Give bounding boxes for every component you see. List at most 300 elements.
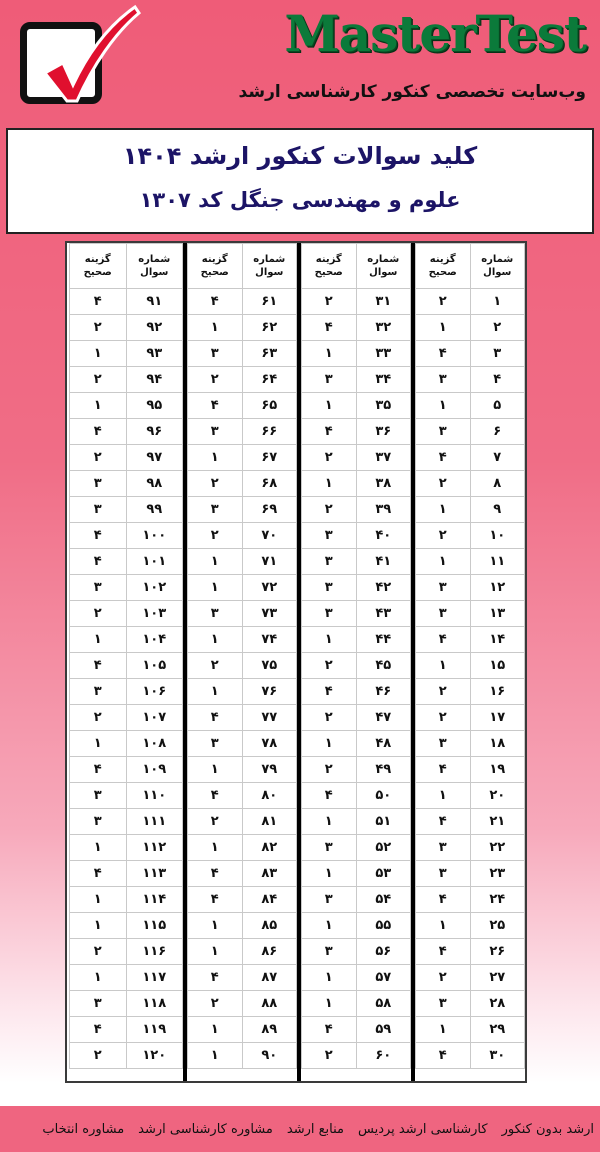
question-number: ۵۲ [356, 835, 411, 861]
question-number: ۱ [470, 289, 525, 315]
table-row [70, 679, 183, 705]
table-row [416, 991, 525, 1017]
table-row [416, 965, 525, 991]
correct-option: ۳ [302, 939, 357, 965]
question-number: ۹۳ [126, 341, 183, 367]
table-row [188, 367, 297, 393]
correct-option: ۱ [70, 731, 127, 757]
correct-option: ۱ [188, 627, 243, 653]
question-number: ۱۸ [470, 731, 525, 757]
table-row [70, 393, 183, 419]
table-row [416, 341, 525, 367]
question-number: ۲۱ [470, 809, 525, 835]
question-number: ۴ [470, 367, 525, 393]
question-number: ۵۴ [356, 887, 411, 913]
correct-option: ۱ [302, 731, 357, 757]
correct-option: ۱ [188, 575, 243, 601]
footer-link-3[interactable]: منابع ارشد [286, 1121, 344, 1137]
correct-option: ۲ [302, 705, 357, 731]
correct-option: ۱ [188, 549, 243, 575]
column-header-answer: گزینه صحیح [70, 244, 127, 289]
correct-option: ۴ [416, 809, 471, 835]
correct-option: ۳ [416, 861, 471, 887]
question-number: ۱۱۴ [126, 887, 183, 913]
site-header [0, 0, 600, 126]
correct-option: ۲ [188, 523, 243, 549]
correct-option: ۲ [70, 705, 127, 731]
question-number: ۲۸ [470, 991, 525, 1017]
table-row [416, 731, 525, 757]
table-row [188, 705, 297, 731]
question-number: ۷ [470, 445, 525, 471]
correct-option: ۴ [302, 1017, 357, 1043]
table-row [416, 705, 525, 731]
correct-option: ۲ [70, 939, 127, 965]
answer-block-table [69, 243, 183, 1069]
correct-option: ۲ [70, 367, 127, 393]
question-number: ۲ [470, 315, 525, 341]
table-row [302, 653, 411, 679]
correct-option: ۱ [302, 471, 357, 497]
table-row [416, 445, 525, 471]
site-tagline: وب‌سایت تخصصی کنکور کارشناسی ارشد [238, 82, 586, 102]
question-number: ۸۹ [242, 1017, 297, 1043]
question-number: ۱۶ [470, 679, 525, 705]
correct-option: ۲ [70, 445, 127, 471]
correct-option: ۳ [70, 497, 127, 523]
correct-option: ۲ [188, 367, 243, 393]
question-number: ۹۸ [126, 471, 183, 497]
correct-option: ۱ [416, 653, 471, 679]
question-number: ۶۷ [242, 445, 297, 471]
question-number: ۵۱ [356, 809, 411, 835]
table-row [416, 523, 525, 549]
question-number: ۴۳ [356, 601, 411, 627]
table-row [70, 471, 183, 497]
question-number: ۱۰۰ [126, 523, 183, 549]
correct-option: ۳ [416, 601, 471, 627]
table-row [188, 757, 297, 783]
table-row [302, 1017, 411, 1043]
question-number: ۸۸ [242, 991, 297, 1017]
question-number: ۱۷ [470, 705, 525, 731]
correct-option: ۱ [188, 1043, 243, 1069]
table-row [416, 809, 525, 835]
question-number: ۱۰۱ [126, 549, 183, 575]
correct-option: ۲ [188, 653, 243, 679]
question-number: ۱۰۳ [126, 601, 183, 627]
correct-option: ۱ [302, 393, 357, 419]
question-number: ۵۰ [356, 783, 411, 809]
question-number: ۳۲ [356, 315, 411, 341]
question-number: ۱۴ [470, 627, 525, 653]
table-row [302, 1043, 411, 1069]
correct-option: ۲ [302, 653, 357, 679]
table-row [70, 757, 183, 783]
correct-option: ۱ [302, 913, 357, 939]
correct-option: ۱ [302, 341, 357, 367]
table-row [188, 731, 297, 757]
question-number: ۶ [470, 419, 525, 445]
table-row [70, 1043, 183, 1069]
correct-option: ۱ [302, 991, 357, 1017]
correct-option: ۴ [188, 861, 243, 887]
table-row [416, 289, 525, 315]
correct-option: ۳ [188, 601, 243, 627]
correct-option: ۳ [416, 991, 471, 1017]
correct-option: ۴ [416, 1043, 471, 1069]
correct-option: ۱ [416, 393, 471, 419]
question-number: ۱۹ [470, 757, 525, 783]
question-number: ۱۲۰ [126, 1043, 183, 1069]
page-title: کلید سوالات کنکور ارشد ۱۴۰۴ [122, 142, 478, 170]
table-row [188, 991, 297, 1017]
table-row [416, 913, 525, 939]
question-number: ۸ [470, 471, 525, 497]
question-number: ۲۳ [470, 861, 525, 887]
brand-name[interactable]: MasterTest [284, 4, 586, 63]
question-number: ۱۱۰ [126, 783, 183, 809]
table-row [188, 575, 297, 601]
correct-option: ۱ [302, 861, 357, 887]
table-row [188, 861, 297, 887]
table-row [302, 445, 411, 471]
correct-option: ۳ [70, 809, 127, 835]
correct-option: ۳ [188, 731, 243, 757]
question-number: ۳۴ [356, 367, 411, 393]
correct-option: ۳ [416, 419, 471, 445]
correct-option: ۱ [70, 913, 127, 939]
checkmark-logo-icon[interactable] [20, 22, 102, 104]
question-number: ۹۶ [126, 419, 183, 445]
question-number: ۸۵ [242, 913, 297, 939]
question-number: ۸۴ [242, 887, 297, 913]
correct-option: ۱ [70, 965, 127, 991]
correct-option: ۳ [302, 887, 357, 913]
table-row [302, 393, 411, 419]
question-number: ۴۶ [356, 679, 411, 705]
correct-option: ۴ [188, 393, 243, 419]
correct-option: ۲ [302, 289, 357, 315]
question-number: ۷۱ [242, 549, 297, 575]
table-row [416, 419, 525, 445]
table-row [70, 991, 183, 1017]
question-number: ۱۱۸ [126, 991, 183, 1017]
correct-option: ۳ [70, 991, 127, 1017]
question-number: ۳۳ [356, 341, 411, 367]
correct-option: ۴ [416, 757, 471, 783]
correct-option: ۴ [70, 653, 127, 679]
footer-link-2[interactable]: کارشناسی ارشد پردیس [358, 1121, 488, 1137]
table-row [302, 913, 411, 939]
correct-option: ۳ [70, 575, 127, 601]
correct-option: ۴ [70, 861, 127, 887]
correct-option: ۴ [70, 289, 127, 315]
question-number: ۱۰۲ [126, 575, 183, 601]
table-row [70, 315, 183, 341]
table-row [416, 679, 525, 705]
column-header-question: شماره سوال [126, 244, 183, 289]
question-number: ۶۸ [242, 471, 297, 497]
correct-option: ۴ [416, 341, 471, 367]
column-header-question: شماره سوال [356, 244, 411, 289]
table-row [188, 523, 297, 549]
title-panel [6, 128, 594, 234]
question-number: ۲۹ [470, 1017, 525, 1043]
correct-option: ۴ [188, 965, 243, 991]
correct-option: ۴ [416, 939, 471, 965]
table-row [70, 601, 183, 627]
correct-option: ۴ [302, 419, 357, 445]
table-row [70, 913, 183, 939]
question-number: ۵۹ [356, 1017, 411, 1043]
table-row [416, 627, 525, 653]
table-row [70, 965, 183, 991]
correct-option: ۱ [188, 315, 243, 341]
table-row [302, 523, 411, 549]
table-row [302, 991, 411, 1017]
question-number: ۲۲ [470, 835, 525, 861]
correct-option: ۱ [188, 445, 243, 471]
question-number: ۱۰۵ [126, 653, 183, 679]
question-number: ۷۰ [242, 523, 297, 549]
question-number: ۷۴ [242, 627, 297, 653]
question-number: ۴۱ [356, 549, 411, 575]
question-number: ۶۱ [242, 289, 297, 315]
table-row [302, 419, 411, 445]
question-number: ۹۲ [126, 315, 183, 341]
table-row [302, 549, 411, 575]
table-row [416, 653, 525, 679]
table-row [302, 315, 411, 341]
question-number: ۴۴ [356, 627, 411, 653]
table-row [416, 471, 525, 497]
table-row [302, 965, 411, 991]
question-number: ۷۷ [242, 705, 297, 731]
question-number: ۹ [470, 497, 525, 523]
question-number: ۱۰۸ [126, 731, 183, 757]
table-row [416, 887, 525, 913]
table-row [416, 393, 525, 419]
table-row [302, 601, 411, 627]
table-row [70, 445, 183, 471]
question-number: ۴۲ [356, 575, 411, 601]
table-row [302, 835, 411, 861]
table-row [188, 939, 297, 965]
table-row [188, 965, 297, 991]
answer-block-table [187, 243, 297, 1069]
table-row [188, 679, 297, 705]
table-row [70, 887, 183, 913]
correct-option: ۱ [188, 679, 243, 705]
correct-option: ۴ [302, 315, 357, 341]
question-number: ۱۱۹ [126, 1017, 183, 1043]
footer-link-4[interactable]: مشاوره کارشناسی ارشد [138, 1121, 273, 1137]
table-header-row [188, 244, 297, 289]
question-number: ۹۷ [126, 445, 183, 471]
table-row [188, 835, 297, 861]
question-number: ۶۵ [242, 393, 297, 419]
correct-option: ۱ [70, 887, 127, 913]
correct-option: ۱ [188, 835, 243, 861]
question-number: ۵۶ [356, 939, 411, 965]
correct-option: ۳ [188, 497, 243, 523]
question-number: ۷۹ [242, 757, 297, 783]
question-number: ۳۸ [356, 471, 411, 497]
table-row [416, 575, 525, 601]
correct-option: ۳ [188, 419, 243, 445]
question-number: ۴۵ [356, 653, 411, 679]
question-number: ۱۳ [470, 601, 525, 627]
correct-option: ۴ [70, 549, 127, 575]
question-number: ۹۰ [242, 1043, 297, 1069]
question-number: ۲۵ [470, 913, 525, 939]
column-header-answer: گزینه صحیح [416, 244, 471, 289]
correct-option: ۱ [188, 939, 243, 965]
question-number: ۶۴ [242, 367, 297, 393]
correct-option: ۳ [416, 835, 471, 861]
question-number: ۶۰ [356, 1043, 411, 1069]
table-row [188, 653, 297, 679]
correct-option: ۴ [188, 887, 243, 913]
correct-option: ۳ [302, 835, 357, 861]
table-row [188, 1017, 297, 1043]
correct-option: ۳ [416, 367, 471, 393]
question-number: ۲۶ [470, 939, 525, 965]
correct-option: ۲ [416, 679, 471, 705]
question-number: ۱۱ [470, 549, 525, 575]
correct-option: ۳ [302, 575, 357, 601]
question-number: ۸۳ [242, 861, 297, 887]
table-row [416, 1043, 525, 1069]
table-row [302, 757, 411, 783]
correct-option: ۱ [416, 315, 471, 341]
question-number: ۱۱۵ [126, 913, 183, 939]
correct-option: ۲ [416, 965, 471, 991]
question-number: ۱۰۷ [126, 705, 183, 731]
question-number: ۲۰ [470, 783, 525, 809]
table-row [416, 367, 525, 393]
question-number: ۷۲ [242, 575, 297, 601]
table-row [302, 627, 411, 653]
page-subtitle: علوم و مهندسی جنگل کد ۱۳۰۷ [139, 188, 461, 212]
question-number: ۸۶ [242, 939, 297, 965]
correct-option: ۱ [188, 1017, 243, 1043]
table-row [70, 783, 183, 809]
table-row [70, 341, 183, 367]
table-row [302, 575, 411, 601]
correct-option: ۲ [70, 1043, 127, 1069]
correct-option: ۲ [70, 315, 127, 341]
correct-option: ۴ [302, 783, 357, 809]
correct-option: ۴ [188, 783, 243, 809]
table-row [302, 887, 411, 913]
table-header-row [302, 244, 411, 289]
question-number: ۵۷ [356, 965, 411, 991]
question-number: ۴۸ [356, 731, 411, 757]
answer-block-table [301, 243, 411, 1069]
table-row [70, 627, 183, 653]
table-row [70, 939, 183, 965]
question-number: ۴۷ [356, 705, 411, 731]
column-header-question: شماره سوال [470, 244, 525, 289]
correct-option: ۴ [302, 679, 357, 705]
table-row [302, 471, 411, 497]
table-row [70, 705, 183, 731]
correct-option: ۱ [416, 913, 471, 939]
table-row [416, 601, 525, 627]
correct-option: ۲ [302, 497, 357, 523]
correct-option: ۱ [70, 393, 127, 419]
correct-option: ۲ [302, 757, 357, 783]
footer-link-5[interactable]: مشاوره انتخاب [42, 1121, 125, 1137]
table-row [416, 861, 525, 887]
table-row [416, 783, 525, 809]
correct-option: ۴ [188, 289, 243, 315]
correct-option: ۴ [70, 757, 127, 783]
table-row [302, 809, 411, 835]
table-row [70, 653, 183, 679]
table-row [188, 887, 297, 913]
correct-option: ۴ [70, 1017, 127, 1043]
correct-option: ۲ [302, 445, 357, 471]
question-number: ۴۹ [356, 757, 411, 783]
footer-link-1[interactable]: ارشد بدون کنکور [501, 1121, 594, 1137]
correct-option: ۳ [70, 679, 127, 705]
table-row [188, 419, 297, 445]
column-header-answer: گزینه صحیح [302, 244, 357, 289]
table-row [188, 809, 297, 835]
table-row [416, 835, 525, 861]
table-row [70, 419, 183, 445]
correct-option: ۱ [416, 497, 471, 523]
question-number: ۲۴ [470, 887, 525, 913]
correct-option: ۱ [188, 913, 243, 939]
answer-block-2 [297, 243, 411, 1081]
table-row [70, 575, 183, 601]
question-number: ۷۶ [242, 679, 297, 705]
table-row [188, 341, 297, 367]
footer-links-bar [0, 1106, 600, 1152]
answer-block-1 [411, 243, 525, 1081]
correct-option: ۱ [416, 783, 471, 809]
correct-option: ۳ [70, 783, 127, 809]
answer-block-3 [183, 243, 297, 1081]
correct-option: ۲ [70, 601, 127, 627]
table-row [188, 627, 297, 653]
correct-option: ۱ [302, 965, 357, 991]
table-row [70, 809, 183, 835]
column-header-answer: گزینه صحیح [188, 244, 243, 289]
question-number: ۱۰۴ [126, 627, 183, 653]
correct-option: ۱ [70, 627, 127, 653]
table-row [416, 315, 525, 341]
correct-option: ۱ [188, 757, 243, 783]
table-row [70, 731, 183, 757]
answer-key-table [65, 241, 527, 1083]
table-row [416, 497, 525, 523]
correct-option: ۴ [70, 523, 127, 549]
correct-option: ۱ [70, 341, 127, 367]
question-number: ۶۳ [242, 341, 297, 367]
correct-option: ۳ [416, 731, 471, 757]
table-row [302, 705, 411, 731]
answer-block-table [415, 243, 525, 1069]
question-number: ۳۹ [356, 497, 411, 523]
question-number: ۹۱ [126, 289, 183, 315]
question-number: ۸۰ [242, 783, 297, 809]
table-row [70, 497, 183, 523]
